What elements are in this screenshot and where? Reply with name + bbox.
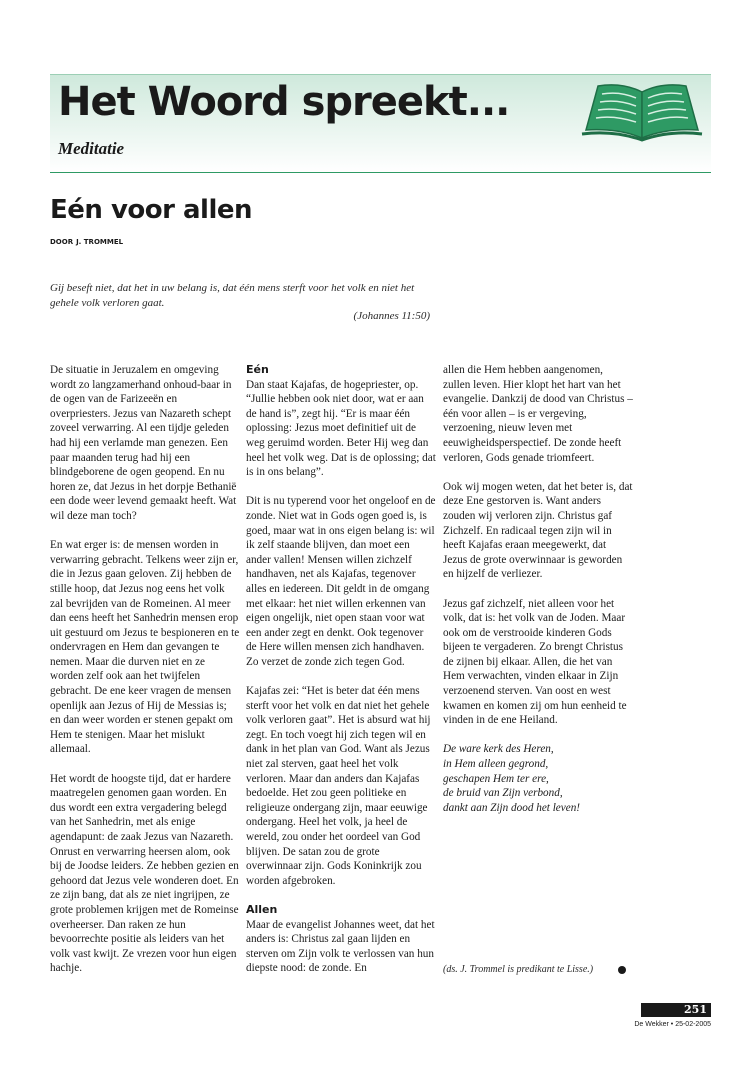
text-column-2 — [246, 363, 436, 991]
paragraph: De situatie in Jeruzalem en omgeving wordt zo langzamerhand onhoud-baar in de ogen van de Farizeeën en overpriesters. Jezus van Nazareth schept zoveel verwarring. Al een tijdje geleden had hij een verlamde man genezen. Een paar maanden terug had hij een blindgeborene de ogen geopend. En nu horen ze, dat Jezus in het dorpje Bethanië een dode weer levend gemaakt heeft. Wat wil deze man toch? — [50, 364, 237, 522]
verse-line: dankt aan Zijn dood het leven! — [443, 801, 581, 814]
subheading-allen: Allen — [246, 902, 278, 916]
scripture-reference: (Johannes 11:50) — [353, 310, 430, 322]
hymn-verse — [443, 742, 633, 815]
verse-line: in Hem alleen gegrond, — [443, 758, 549, 771]
verse-line: De ware kerk des Heren, — [443, 743, 554, 756]
text-column-3 — [443, 363, 633, 815]
scripture-quote: Gij beseft niet, dat het in uw belang is, dat één mens sterft voor het volk en niet het gehele volk verloren gaat. — [50, 282, 415, 309]
section-subtitle: Meditatie — [58, 139, 125, 158]
subheading-een: Eén — [246, 363, 269, 376]
open-book-icon — [578, 80, 706, 142]
publication-info: De Wekker • 25-02-2005 — [634, 1021, 711, 1028]
verse-line: de bruid van Zijn verbond, — [443, 787, 563, 800]
author-credit: (ds. J. Trommel is predikant te Lisse.) — [443, 964, 594, 975]
paragraph: allen die Hem hebben aangenomen, zullen leven. Hier klopt het hart van het evangelie. Dankzij de dood van Christus – één voor allen – is er vergeving, verzoening, nieuw leven met eeuwigheidsperspectief. De zonde heeft verloren, Gods genade triomfeert. — [443, 364, 633, 464]
page-number: 251 — [641, 1003, 711, 1017]
paragraph: Dan staat Kajafas, de hogepriester, op. “Jullie hebben ook niet door, wat er aan de hand is”, zegt hij. “Er is maar één oplossing: Jezus moet definitief uit de weg geruimd worden. Beter Hij weg dan heel het volk weg. Dat is de oplossing; dat is in ons belang”. — [246, 378, 436, 479]
paragraph: Jezus gaf zichzelf, niet alleen voor het volk, dat is: het volk van de Joden. Maar ook om de verstrooide kinderen Gods bijeen te vergaderen. Zo brengt Christus de zijnen bij elkaar. Allen, die het van Hem verwachten, vinden elkaar in Zijn verzoenend sterven. Van oost en west kwamen en komen zij om hun eenheid te vinden in de ene Heiland. — [443, 597, 627, 727]
section-title: Het Woord spreekt... — [58, 79, 510, 125]
paragraph: Maar de evangelist Johannes weet, dat het anders is: Christus zal gaan lijden en sterven om Zijn volk te verlossen van hun diepste nood: de zonde. En — [246, 918, 435, 975]
article-title: Eén voor allen — [50, 195, 253, 225]
paragraph: Ook wij mogen weten, dat het beter is, dat deze Ene gestorven is. Want anders zouden wij verloren zijn. Christus gaf Zichzelf. En radicaal tegen zijn wil in heeft Kajafas eraan meegewerkt, dat Jezus de grote overwinnaar is geworden en hijzelf de verliezer. — [443, 480, 633, 581]
paragraph: En wat erger is: de mensen worden in verwarring gebracht. Telkens weer zijn er, die in Jezus gaan geloven. Zij hebben de stille hoop, dat Jezus nog eens het volk zal bevrijden van de Romeinen. Al meer dan eens heeft het Sanhedrin mensen erop uit gestuurd om Jezus te bespioneren en te ondervragen en Hem dan gevangen te nemen. Maar die durven niet en ze worden zelf ook aan het twijfelen gebracht. De ene keer vragen de mensen openlijk aan Jezus of Hij de Messias is; en dan weer worden er stenen gepakt om Hem te stenigen. Maar het mislukt allemaal. — [50, 539, 240, 756]
byline — [50, 237, 123, 247]
end-mark — [618, 966, 626, 974]
paragraph: Dit is nu typerend voor het ongeloof en de zonde. Niet wat in Gods ogen goed is, is goed, maar wat in ons eigen belang is: wil ik zelf staande blijven, dan moet een ander vallen! Mensen willen zichzelf handhaven, net als Kajafas, tegenover alles en iedereen. Dit geldt in de omgang met elkaar: het niet willen erkennen van eigen ongelijk, niet open staan voor wat een ander zegt en denkt. Ook tegenover de Here willen mensen zich handhaven. Zo verzet de zonde zich tegen God. — [246, 495, 436, 668]
byline-prefix: DOOR — [50, 238, 74, 246]
paragraph: Kajafas zei: “Het is beter dat één mens sterft voor het volk en dat niet het gehele volk verloren gaat”. Het is absurd wat hij zegt. En toch voegt hij zich tegen wil en dank in het plan van God. Want als Jezus niet zal sterven, gaat heel het volk verloren. Maar dan anders dan Kajafas bedoelde. Het zou geen politieke en religieuze ondergang zijn, maar eeuwige ondergang. Heel het volk, ja heel de wereld, zou onder het oordeel van God blijven. De satan zou de grote overwinnaar zijn. Gods Koninkrijk zou worden afgebroken. — [246, 685, 431, 887]
verse-line: geschapen Hem ter ere, — [443, 772, 549, 785]
paragraph: Het wordt de hoogste tijd, dat er hardere maatregelen genomen gaan worden. En dus wordt een extra vergadering belegd van het Sanhedrin, met als enige agendapunt: de zaak Jezus van Nazareth. Onrust en verwarring heersen alom, ook bij de Joodse leiders. Ze hebben gezien en gehoord dat Jezus vele wonderen doet. En ze zijn bang, dat als ze niet ingrijpen, ze grote problemen krijgen met de Romeinse overheerser. Dan raken ze hun bevoorrechte positie als leiders van het volk vast kwijt. Ze vrezen voor hun eigen hachje. — [50, 772, 239, 975]
author-name: J. TROMMEL — [76, 238, 124, 246]
header-band — [50, 74, 711, 173]
text-column-1 — [50, 363, 240, 991]
